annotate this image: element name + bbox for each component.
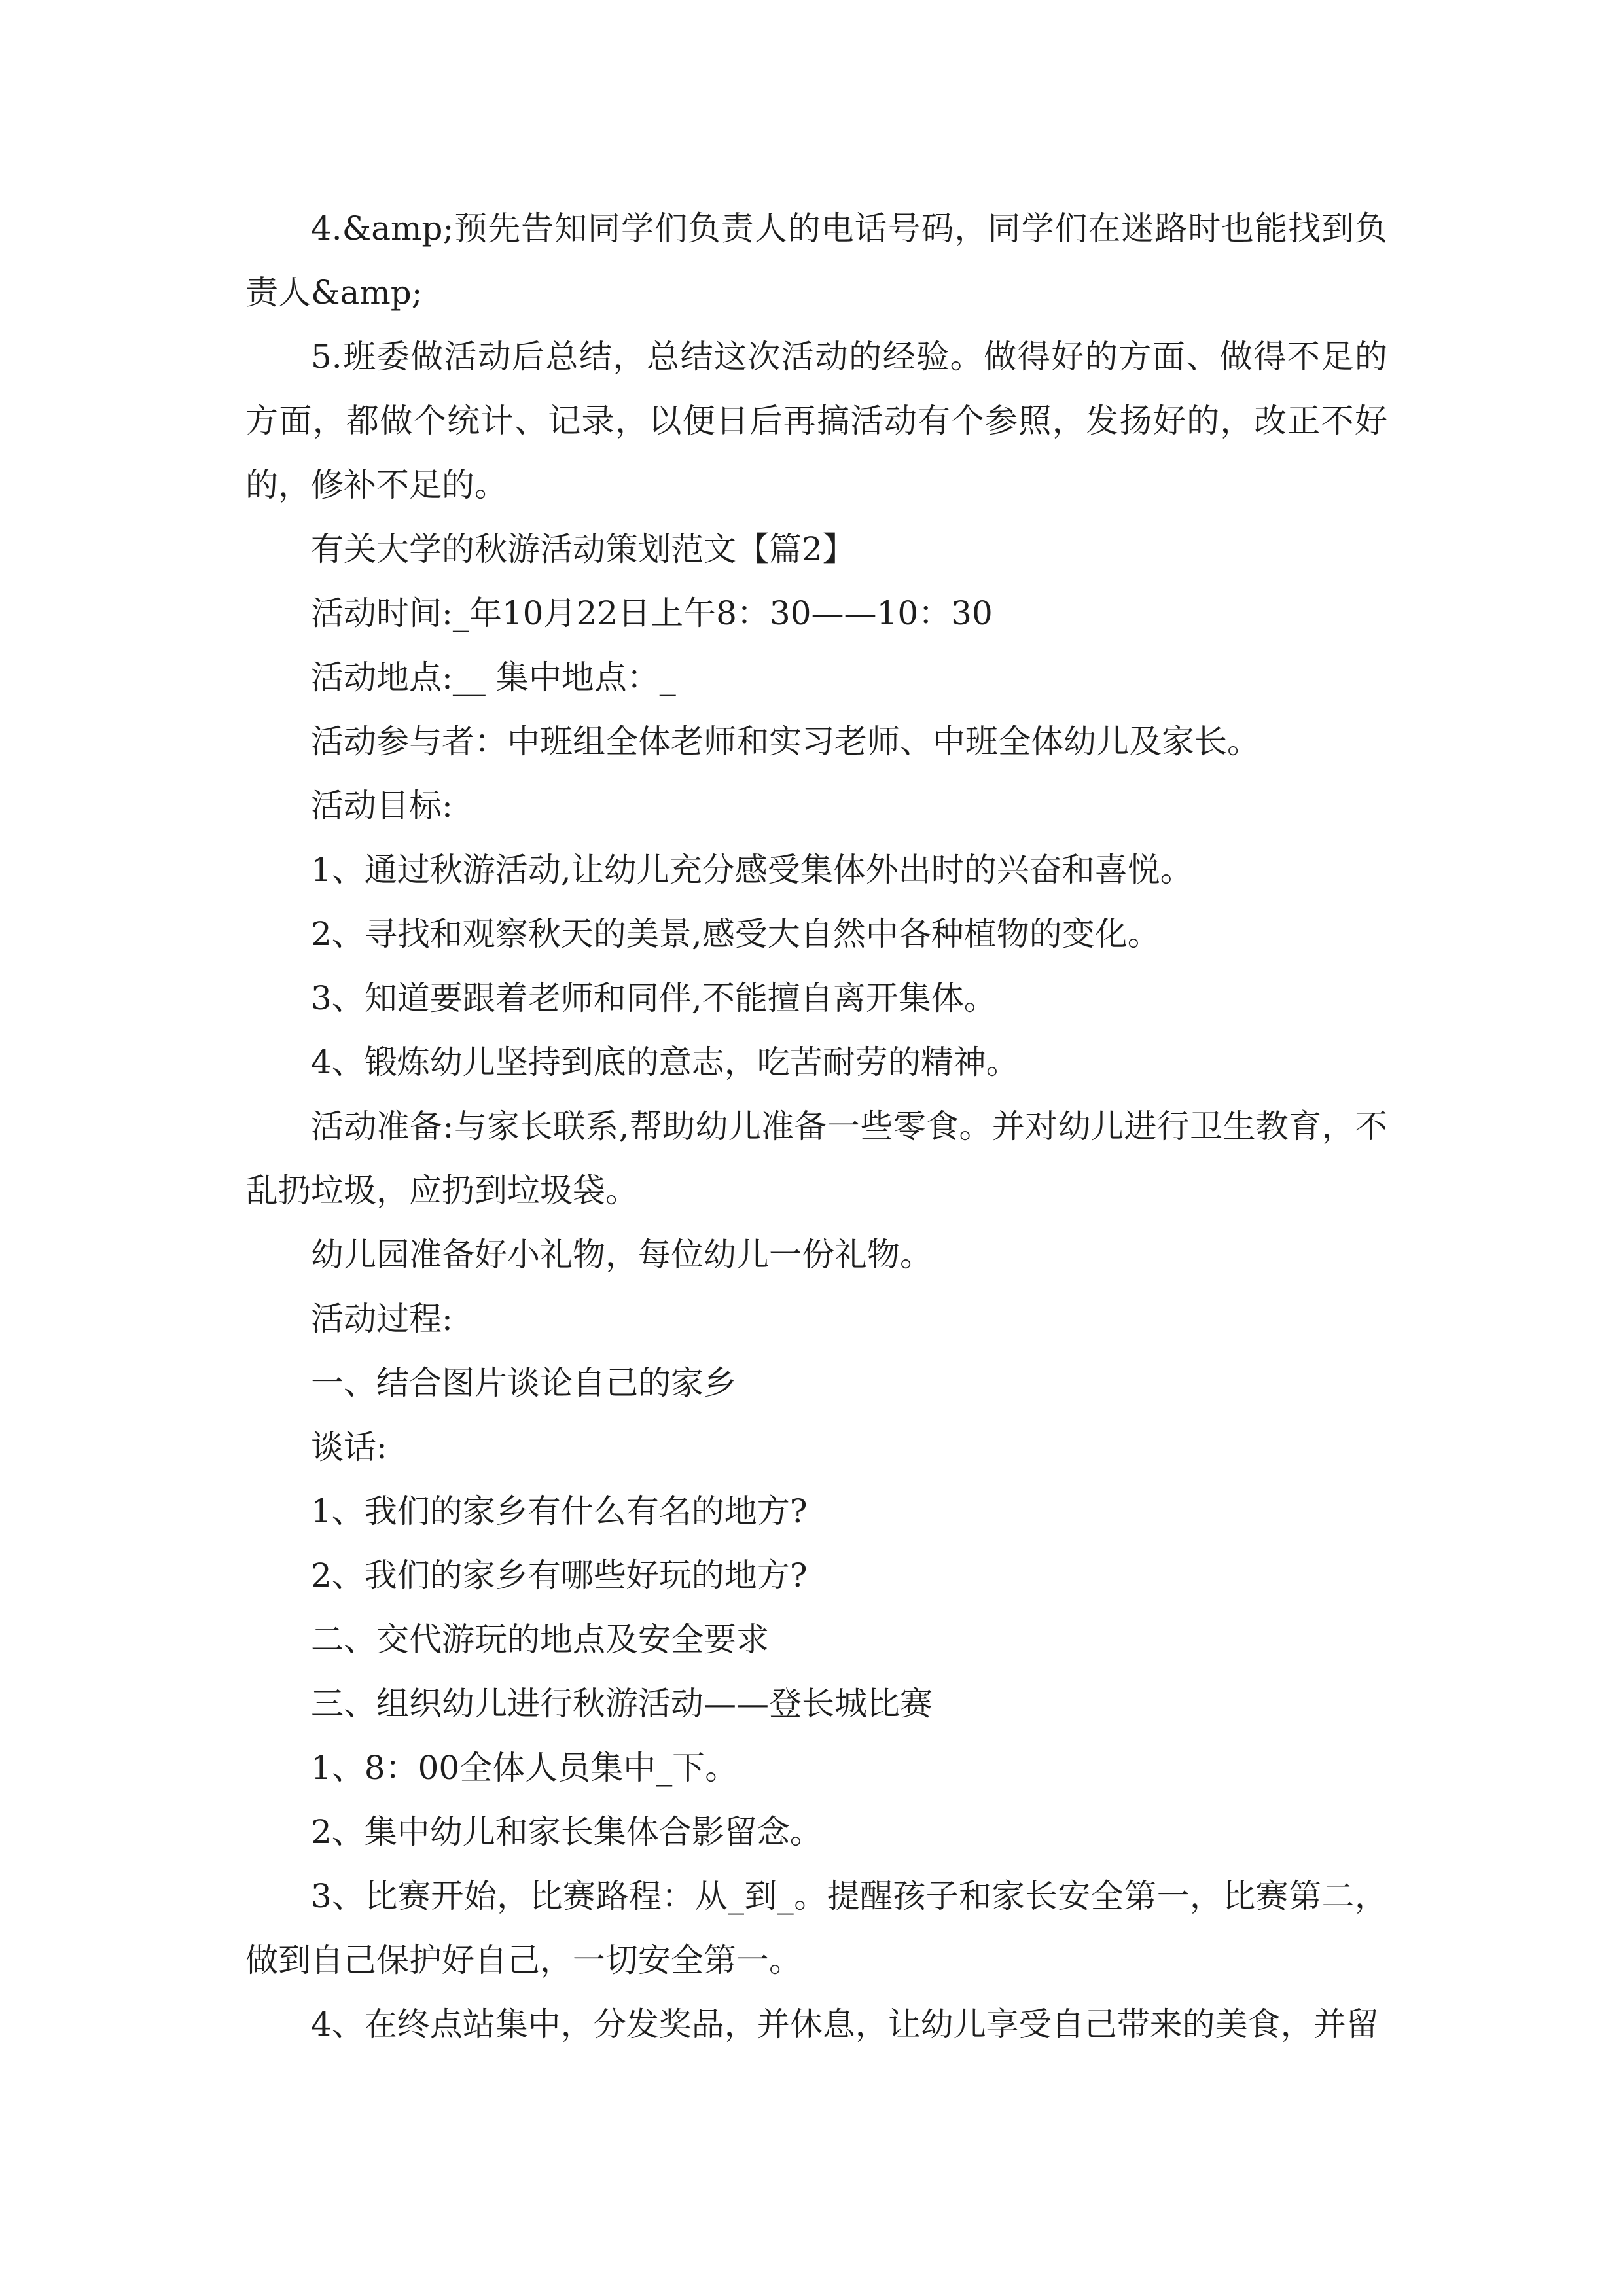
section-heading: 有关大学的秋游活动策划范文【篇2】	[311, 530, 855, 568]
paragraph: 4.&amp;预先告知同学们负责人的电话号码，同学们在迷路时也能找到负责人&amp;	[245, 209, 1387, 312]
document-body	[245, 196, 1387, 2056]
list-item: 二、交代游玩的地点及安全要求	[311, 1621, 769, 1659]
paragraph: 谈话:	[311, 1428, 387, 1466]
list-item: 4、锻炼幼儿坚持到底的意志，吃苦耐劳的精神。	[311, 1043, 1019, 1081]
paragraph: 活动过程:	[311, 1300, 453, 1338]
list-item: 1、通过秋游活动,让幼儿充分感受集体外出时的兴奋和喜悦。	[311, 851, 1193, 889]
list-item: 2、寻找和观察秋天的美景,感受大自然中各种植物的变化。	[311, 915, 1160, 953]
paragraph: 活动目标:	[311, 787, 453, 825]
list-item: 三、组织幼儿进行秋游活动——登长城比赛	[311, 1685, 933, 1723]
list-item: 3、知道要跟着老师和同伴,不能擅自离开集体。	[311, 979, 997, 1017]
list-item: 一、结合图片谈论自己的家乡	[311, 1364, 736, 1402]
paragraph: 活动地点:__ 集中地点：_	[311, 658, 676, 696]
list-item: 1、8：00全体人员集中_下。	[311, 1749, 738, 1787]
list-item: 2、集中幼儿和家长集体合影留念。	[311, 1813, 823, 1851]
list-item: 4、在终点站集中，分发奖品，并休息，让幼儿享受自己带来的美食，并留	[311, 2005, 1379, 2043]
paragraph: 活动参与者：中班组全体老师和实习老师、中班全体幼儿及家长。	[311, 723, 1260, 761]
paragraph: 活动准备:与家长联系,帮助幼儿准备一些零食。并对幼儿进行卫生教育，不乱扔垃圾，应扔到垃圾袋。	[245, 1107, 1387, 1210]
paragraph: 幼儿园准备好小礼物，每位幼儿一份礼物。	[311, 1236, 933, 1274]
list-item: 1、我们的家乡有什么有名的地方?	[311, 1492, 808, 1530]
paragraph: 5.班委做活动后总结，总结这次活动的经验。做得好的方面、做得不足的方面，都做个统计、记录，以便日后再搞活动有个参照，发扬好的，改正不好的，修补不足的。	[245, 338, 1387, 504]
list-item: 3、比赛开始，比赛路程：从_到_。提醒孩子和家长安全第一，比赛第二，做到自己保护好自己，一切安全第一。	[245, 1877, 1387, 1979]
paragraph: 活动时间:_年10月22日上午8：30——10：30	[311, 594, 993, 632]
list-item: 2、我们的家乡有哪些好玩的地方?	[311, 1556, 808, 1594]
